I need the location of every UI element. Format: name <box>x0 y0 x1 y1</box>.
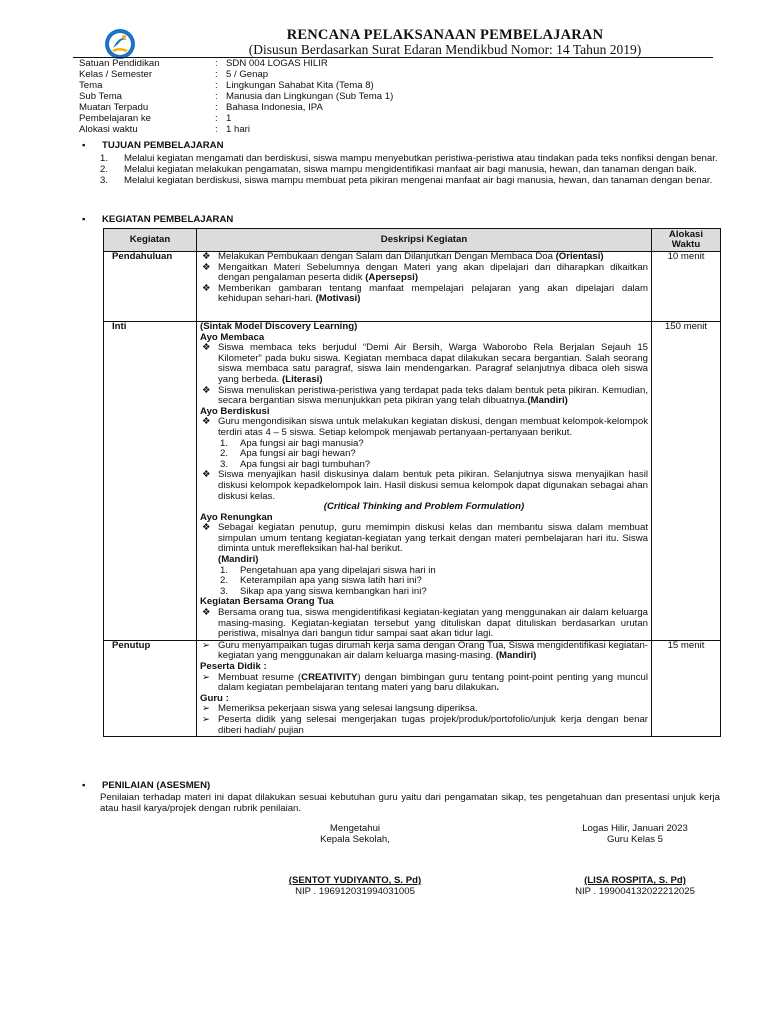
bullet-icon: ▪ <box>82 214 86 225</box>
list-item: 3. Melalui kegiatan berdiskusi, siswa mampu membuat peta pikiran mengenai manfaat air bagi manusia, hewan, dan tanaman dengan benar. <box>100 175 713 187</box>
diamond-bullet-icon: ❖ <box>202 282 211 294</box>
arrow-bullet-icon: ➢ <box>202 703 211 715</box>
diamond-bullet-icon: ❖ <box>202 342 211 354</box>
col-deskripsi: Deskripsi Kegiatan <box>197 229 652 252</box>
activities-table <box>103 228 721 737</box>
identity-colon: : <box>215 69 218 80</box>
arrow-bullet-icon: ➢ <box>202 713 211 725</box>
identity-label: Kelas / Semester <box>79 69 153 80</box>
identity-colon: : <box>215 102 218 113</box>
stage-description: (Sintak Model Discovery Learning) Ayo Membaca ❖ Siswa membaca teks berjudul “Demi Air Bersih, Warga Waborobo Rela Berjalan Sejauh 15 Kilometer” pada buku siswa. Kegiatan membaca dapat dilakukan secara bergantian. Salah seorang siswa membaca satu paragraf, siswa lain mendengarkan. Paragraf selanjutnya dibaca oleh siswa yang berbeda. (Literasi) ❖ Siswa menuliskan peristiwa-peristiwa yang terdapat pada teks dalam bentuk peta pikiran. Kemudian, secara bergantian siswa menunjukkan peta pikiran yang telah dibuatnya.(Mandiri) Ayo Berdiskusi ❖ Guru mengondisikan siswa untuk melakukan kegiatan diskusi, dengan membuat kelompok-kelompok terdiri atas 4 – 5 siswa. Setiap kelompok menjawab pertanyaan-pertanyaan berikut. 1. Apa fungsi air bagi manusia? 2. Apa fungsi air bagi hewan? 3. Apa fungsi air bagi tumbuhan? ❖ Siswa menyajikan hasil diskusinya dalam bentuk peta pikiran. Selanjutnya siswa menyajikan hasil diskusi kelompok kepadkelompok lain. Hasil diskusi semua kelompok dapat digunakan sebagai ahan diskusi kelas. (Critical Thinking and Problem Formulation) Ayo Renungkan ❖ Sebagai kegiatan penutup, guru memimpin diskusi kelas dan membantu siswa dalam membuat simpulan umum tentang kegiatan-kegiatan yang terkait dengan materi pembelajaran hari itu. Siswa diminta untuk merefleksikan hal-hal berikut. (Mandiri) 1. Pengetahuan apa yang dipelajari siswa hari in 2. Keterampilan apa yang siswa latih hari ini? 3. Sikap apa yang siswa kembangkan hari ini? Kegiatan Bersama Orang Tua ❖ Bersama orang tua, siswa mengidentifikasi kegiatan-kegiatan yang menggunakan air dalam keluarga masing-masing. Kegiatan-kegiatan tersebut yang dituliskan dapat dituliskan berdasarkan urutan peristiwa, misalnya dari bangun tidur sampai saat akan tidur lagi. <box>197 322 652 641</box>
identity-row <box>79 91 393 102</box>
identity-colon: : <box>215 91 218 102</box>
identity-row <box>79 113 393 124</box>
assessment-text: Penilaian terhadap materi ini dapat dilakukan sesuai kebutuhan guru yaitu dari pengamatan sikap, tes pengetahuan dan presentasi unjuk kerja atau hasil karya/projek dengan rubrik penilaian. <box>100 792 720 815</box>
diamond-bullet-icon: ❖ <box>202 384 211 396</box>
stage-time: 10 menit <box>652 252 721 322</box>
identity-row <box>79 80 393 91</box>
stage-label: Inti <box>104 322 197 641</box>
bullet-icon: ▪ <box>82 780 86 791</box>
diamond-bullet-icon: ❖ <box>202 416 211 428</box>
signatory-name: (SENTOT YUDIYANTO, S. Pd) <box>288 875 422 886</box>
stage-label: Pendahuluan <box>104 252 197 322</box>
signature-left: Mengetahui Kepala Sekolah, (SENTOT YUDIYANTO, S. Pd) NIP . 196912031994031005 <box>270 823 440 897</box>
bullet-icon: ▪ <box>82 140 86 151</box>
identity-value: Manusia dan Lingkungan (Sub Tema 1) <box>226 91 394 102</box>
section-title: PENILAIAN (ASESMEN) <box>102 780 211 791</box>
section-title: TUJUAN PEMBELAJARAN <box>102 140 224 151</box>
goals-list <box>100 153 718 187</box>
diamond-bullet-icon: ❖ <box>202 522 211 534</box>
section-kegiatan <box>82 215 233 226</box>
diamond-bullet-icon: ❖ <box>202 469 211 481</box>
row-pendahuluan <box>104 252 721 322</box>
identity-colon: : <box>215 124 218 135</box>
identity-value: 1 <box>226 113 232 124</box>
diamond-bullet-icon: ❖ <box>202 261 211 273</box>
identity-label: Alokasi waktu <box>79 124 138 135</box>
identity-label: Muatan Terpadu <box>79 102 149 113</box>
stage-description: ❖ Melakukan Pembukaan dengan Salam dan Dilanjutkan Dengan Membaca Doa (Orientasi) ❖ Mengaitkan Materi Sebelumnya dengan Materi yang akan dipelajari dan diharapkan dikaitkan dengan pengalaman peserta didik (Apersepsi) ❖ Memberikan gambaran tentang manfaat mempelajari pelajaran yang akan dipelajari dalam kehidupan sehari-hari. (Motivasi) <box>197 252 652 322</box>
row-penutup <box>104 640 721 736</box>
identity-value: Bahasa Indonesia, IPA <box>226 102 323 113</box>
col-alokasi: Alokasi Waktu <box>652 229 721 252</box>
row-inti <box>104 322 721 641</box>
identity-value: 5 / Genap <box>226 69 269 80</box>
section-penilaian <box>82 781 210 792</box>
identity-value: SDN 004 LOGAS HILIR <box>226 58 328 69</box>
identity-label: Tema <box>79 80 103 91</box>
document-title: RENCANA PELAKSANAAN PEMBELAJARAN <box>286 27 604 43</box>
table-header-row <box>104 229 721 252</box>
document-subtitle: (Disusun Berdasarkan Surat Edaran Mendikbud Nomor: 14 Tahun 2019) <box>248 42 642 57</box>
identity-table <box>79 58 393 135</box>
identity-row <box>79 102 393 113</box>
identity-row <box>79 124 393 135</box>
arrow-bullet-icon: ➢ <box>202 639 211 651</box>
list-item: 2. Melalui kegiatan melakukan pengamatan, siswa mampu mengidentifikasi manfaat air bagi manusia, hewan, dan tanaman dengan baik. <box>100 164 697 176</box>
stage-label: Penutup <box>104 640 197 736</box>
signatory-nip: NIP . 196912031994031005 <box>295 886 415 897</box>
stage-time: 15 menit <box>652 640 721 736</box>
identity-value: 1 hari <box>226 124 250 135</box>
signatory-name: (LISA ROSPITA, S. Pd) <box>584 875 686 886</box>
identity-colon: : <box>215 113 218 124</box>
identity-colon: : <box>215 80 218 91</box>
list-item: 1. Melalui kegiatan mengamati dan berdiskusi, siswa mampu menyebutkan peristiwa-peristiwa atau tindakan pada teks nonfiksi dengan benar. <box>100 153 718 164</box>
identity-row <box>79 58 393 69</box>
stage-description: ➢ Guru menyampaikan tugas dirumah kerja sama dengan Orang Tua, Siswa mengidentifikasi kegiatan-kegiatan yang menggunakan air dalam keluarga masing-masing. (Mandiri) Peserta Didik : ➢ Membuat resume (CREATIVITY) dengan bimbingan guru tentang point-point penting yang muncul dalam kegiatan pembelajaran tentang materi yang baru dilakukan. Guru : ➢ Memeriksa pekerjaan siswa yang selesai langsung diperiksa. ➢ Peserta didik yang selesai mengerjakan tugas projek/produk/portofolio/unjuk kerja dengan benar diberi hadiah/ pujian <box>197 640 652 736</box>
section-tujuan <box>82 141 224 152</box>
arrow-bullet-icon: ➢ <box>202 671 211 683</box>
signature-right: Logas Hilir, Januari 2023 Guru Kelas 5 (LISA ROSPITA, S. Pd) NIP . 199004132022212025 <box>555 823 715 897</box>
identity-colon: : <box>215 58 218 69</box>
diamond-bullet-icon: ❖ <box>202 251 211 262</box>
diamond-bullet-icon: ❖ <box>202 607 211 619</box>
col-kegiatan: Kegiatan <box>104 229 197 252</box>
identity-label: Satuan Pendidikan <box>79 58 160 69</box>
signatory-nip: NIP . 199004132022212025 <box>575 886 695 897</box>
identity-row <box>79 69 393 80</box>
identity-label: Sub Tema <box>79 91 123 102</box>
stage-time: 150 menit <box>652 322 721 641</box>
identity-label: Pembelajaran ke <box>79 113 151 124</box>
identity-value: Lingkungan Sahabat Kita (Tema 8) <box>226 80 374 91</box>
tut-wuri-handayani-logo-icon <box>104 28 136 60</box>
section-title: KEGIATAN PEMBELAJARAN <box>102 214 234 225</box>
